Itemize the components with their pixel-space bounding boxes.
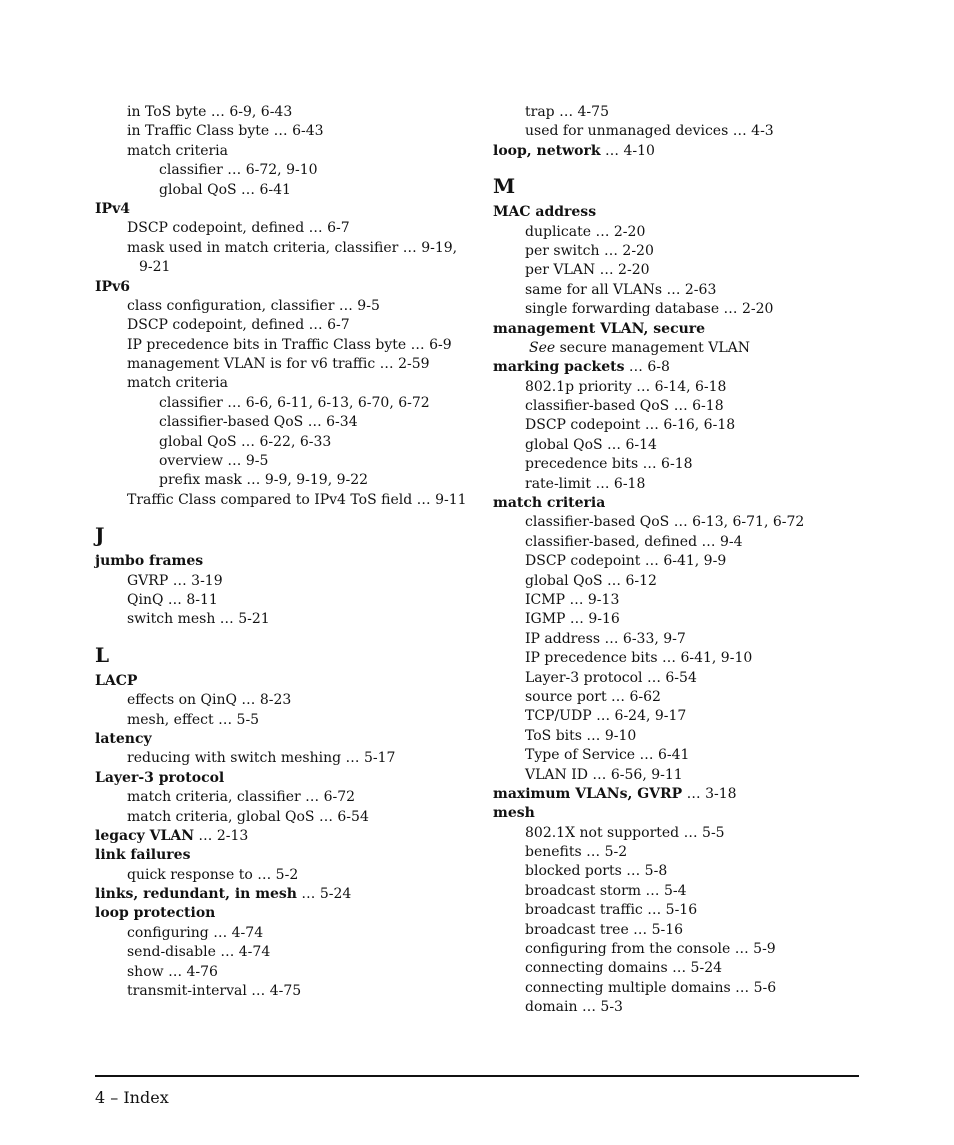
index-sub-entry — [493, 921, 863, 940]
index-term: Layer-3 protocol — [95, 769, 225, 786]
index-text: benefits … 5-2 — [525, 844, 628, 861]
index-term: IPv6 — [95, 278, 130, 295]
index-sub-entry — [493, 669, 863, 688]
index-text: classifier … 6-6, 6-11, 6-13, 6-70, 6-72 — [159, 394, 430, 411]
index-sub-entry — [95, 355, 485, 374]
index-term: management VLAN, secure — [493, 320, 706, 337]
index-text: ToS bits … 9-10 — [525, 727, 637, 744]
footer-page-label: 4 – Index — [95, 1088, 169, 1107]
index-main-entry — [493, 358, 863, 377]
index-text: source port … 6-62 — [525, 688, 661, 705]
index-term: marking packets — [493, 359, 625, 376]
index-sub-entry — [493, 649, 863, 668]
index-sub-entry — [493, 727, 863, 746]
index-text: 802.1p priority … 6-14, 6-18 — [525, 378, 727, 395]
index-sub-entry — [493, 436, 863, 455]
index-text: transmit-interval … 4-75 — [127, 983, 302, 1000]
index-main-entry — [95, 278, 485, 297]
index-sub-entry — [95, 316, 485, 335]
index-sub-entry — [95, 297, 485, 316]
index-text: global QoS … 6-41 — [159, 181, 291, 198]
index-sub-entry — [95, 181, 485, 200]
index-main-entry — [493, 494, 863, 513]
index-sub-entry — [493, 979, 863, 998]
index-text: broadcast storm … 5-4 — [525, 882, 687, 899]
index-letter-heading: M — [493, 174, 516, 199]
index-term: mesh — [493, 805, 535, 822]
index-text: global QoS … 6-14 — [525, 436, 657, 453]
index-text: prefix mask … 9-9, 9-19, 9-22 — [159, 472, 369, 489]
index-term: MAC address — [493, 204, 597, 221]
index-text: quick response to … 5-2 — [127, 866, 299, 883]
index-text: … 3-18 — [682, 785, 737, 802]
index-term: IPv4 — [95, 200, 130, 217]
index-text: configuring … 4-74 — [127, 924, 264, 941]
index-text: classifier-based QoS … 6-13, 6-71, 6-72 — [525, 514, 805, 531]
index-main-entry — [493, 804, 863, 823]
index-text: in Traffic Class byte … 6-43 — [127, 123, 324, 140]
index-text: global QoS … 6-22, 6-33 — [159, 433, 332, 450]
index-sub-entry — [95, 433, 485, 452]
index-sub-entry — [95, 161, 485, 180]
index-sub-entry — [493, 707, 863, 726]
index-sub-entry — [493, 688, 863, 707]
index-sub-entry — [493, 940, 863, 959]
index-sub-entry — [95, 591, 485, 610]
index-text: switch mesh … 5-21 — [127, 611, 270, 628]
index-sub-entry — [493, 959, 863, 978]
index-sub-entry — [95, 943, 485, 962]
index-sub-entry — [95, 924, 485, 943]
index-main-entry — [493, 320, 863, 339]
index-sub-entry — [95, 103, 485, 122]
index-term: legacy VLAN — [95, 827, 194, 844]
index-sub-entry — [95, 691, 485, 710]
index-text: GVRP … 3-19 — [127, 572, 223, 589]
index-text: … 4-10 — [600, 142, 655, 159]
index-text: class configuration, classifier … 9-5 — [127, 297, 380, 314]
index-sub-entry — [95, 374, 485, 393]
index-text: Layer-3 protocol … 6-54 — [525, 669, 697, 686]
index-text: reducing with switch meshing … 5-17 — [127, 750, 396, 767]
index-main-entry — [95, 672, 485, 691]
index-sub-entry — [493, 610, 863, 629]
index-text: secure management VLAN — [555, 339, 751, 356]
index-term: links, redundant, in mesh — [95, 886, 297, 903]
index-main-entry — [95, 827, 485, 846]
index-text: match criteria, global QoS … 6-54 — [127, 808, 369, 825]
index-sub-entry — [493, 242, 863, 261]
index-text: broadcast tree … 5-16 — [525, 921, 684, 938]
index-text: effects on QinQ … 8-23 — [127, 692, 292, 709]
index-main-entry — [95, 904, 485, 923]
index-term: match criteria — [493, 495, 606, 512]
index-sub-entry — [493, 824, 863, 843]
index-sub-entry — [493, 572, 863, 591]
index-sub-entry — [493, 223, 863, 242]
index-sub-entry — [95, 219, 485, 238]
index-sub-entry — [95, 142, 485, 161]
index-text: precedence bits … 6-18 — [525, 456, 693, 473]
index-text: classifier-based, defined … 9-4 — [525, 533, 743, 550]
index-sub-entry — [493, 300, 863, 319]
index-main-entry — [493, 785, 863, 804]
index-text: Traffic Class compared to IPv4 ToS field … 9-11 — [127, 491, 467, 508]
index-text: classifier … 6-72, 9-10 — [159, 162, 318, 179]
index-text: IGMP … 9-16 — [525, 611, 620, 628]
index-text: match criteria — [127, 142, 228, 159]
index-text: … 5-24 — [296, 886, 352, 903]
index-sub-entry — [95, 239, 485, 258]
index-text: QinQ … 8-11 — [127, 591, 218, 608]
index-main-entry — [95, 769, 485, 788]
index-sub-entry — [95, 336, 485, 355]
index-text: connecting multiple domains … 5-6 — [525, 979, 777, 996]
index-sub-entry — [95, 258, 485, 277]
index-text: global QoS … 6-12 — [525, 572, 657, 589]
index-text: … 6-8 — [624, 359, 670, 376]
index-text: configuring from the console … 5-9 — [525, 941, 776, 958]
index-sub-entry — [493, 416, 863, 435]
index-main-entry — [95, 200, 485, 219]
index-term: loop protection — [95, 905, 216, 922]
index-sub-entry — [95, 788, 485, 807]
index-text: 802.1X not supported … 5-5 — [525, 824, 725, 841]
index-sub-entry — [493, 455, 863, 474]
index-sub-entry — [95, 866, 485, 885]
index-text: show … 4-76 — [127, 963, 218, 980]
index-text: in ToS byte … 6-9, 6-43 — [127, 104, 293, 120]
index-sub-entry — [493, 475, 863, 494]
index-text: match criteria — [127, 375, 228, 392]
index-text: TCP/UDP … 6-24, 9-17 — [525, 708, 687, 725]
index-sub-entry — [493, 339, 863, 358]
index-text: match criteria, classifier … 6-72 — [127, 789, 356, 806]
index-text: overview … 9-5 — [159, 453, 269, 470]
index-sub-entry — [95, 749, 485, 768]
index-sub-entry — [493, 746, 863, 765]
index-text: duplicate … 2-20 — [525, 223, 646, 240]
footer-rule — [95, 1075, 859, 1077]
index-text: per switch … 2-20 — [525, 242, 654, 259]
index-text: domain … 5-3 — [525, 999, 623, 1016]
index-sub-entry — [95, 711, 485, 730]
index-main-entry — [95, 846, 485, 865]
index-sub-entry — [95, 394, 485, 413]
index-sub-entry — [493, 533, 863, 552]
index-text: trap … 4-75 — [525, 104, 609, 120]
index-sub-entry — [493, 591, 863, 610]
index-sub-entry — [95, 572, 485, 591]
index-text: DSCP codepoint … 6-16, 6-18 — [525, 417, 736, 434]
index-text: mesh, effect … 5-5 — [127, 711, 260, 728]
index-term: latency — [95, 730, 152, 747]
see-reference: See — [529, 339, 556, 356]
index-sub-entry — [493, 882, 863, 901]
index-text: IP precedence bits … 6-41, 9-10 — [525, 650, 753, 667]
index-main-entry — [95, 885, 485, 904]
index-sub-entry — [493, 901, 863, 920]
index-text: classifier-based QoS … 6-18 — [525, 398, 724, 415]
index-sub-entry — [95, 413, 485, 432]
index-sub-entry — [95, 808, 485, 827]
index-text: send-disable … 4-74 — [127, 944, 271, 961]
index-text: ICMP … 9-13 — [525, 591, 620, 608]
index-sub-entry — [95, 610, 485, 629]
index-text: DSCP codepoint, defined … 6-7 — [127, 317, 350, 334]
index-sub-entry — [95, 471, 485, 490]
index-sub-entry — [95, 122, 485, 141]
index-sub-entry — [95, 491, 485, 510]
index-sub-entry — [493, 378, 863, 397]
index-term: loop, network — [493, 142, 601, 159]
index-text: IP precedence bits in Traffic Class byte … 6-9 — [127, 336, 452, 353]
index-sub-entry — [493, 630, 863, 649]
index-sub-entry — [493, 281, 863, 300]
index-sub-entry — [493, 552, 863, 571]
index-text: Type of Service … 6-41 — [525, 747, 690, 764]
index-main-entry — [95, 730, 485, 749]
index-term: jumbo frames — [95, 553, 204, 570]
index-text: … 2-13 — [193, 827, 249, 844]
index-text: rate-limit … 6-18 — [525, 475, 646, 492]
index-sub-entry — [493, 862, 863, 881]
index-text: IP address … 6-33, 9-7 — [525, 630, 686, 647]
index-main-entry — [493, 203, 863, 222]
index-main-entry — [493, 142, 863, 161]
index-text: used for unmanaged devices … 4-3 — [525, 123, 774, 140]
index-sub-entry — [95, 982, 485, 1001]
index-text: connecting domains … 5-24 — [525, 960, 723, 977]
index-main-entry — [95, 552, 485, 571]
index-text: VLAN ID … 6-56, 9-11 — [525, 766, 683, 783]
index-letter-heading: L — [95, 642, 110, 667]
index-text: blocked ports … 5-8 — [525, 863, 668, 880]
index-term: link failures — [95, 847, 191, 864]
index-column-right — [493, 103, 863, 1018]
index-sub-entry — [493, 397, 863, 416]
index-column-left — [95, 103, 485, 1001]
index-sub-entry — [493, 122, 863, 141]
index-sub-entry — [493, 261, 863, 280]
index-text: same for all VLANs … 2-63 — [525, 281, 717, 298]
index-sub-entry — [95, 452, 485, 471]
index-text: DSCP codepoint … 6-41, 9-9 — [525, 553, 727, 570]
index-text: mask used in match criteria, classifier … 9-19, — [127, 239, 458, 256]
index-term: LACP — [95, 672, 138, 689]
index-letter-heading: J — [95, 523, 105, 548]
index-sub-entry — [493, 513, 863, 532]
index-sub-entry — [95, 963, 485, 982]
index-text: classifier-based QoS … 6-34 — [159, 414, 358, 431]
index-sub-entry — [493, 103, 863, 122]
index-term: maximum VLANs, GVRP — [493, 785, 683, 802]
index-sub-entry — [493, 843, 863, 862]
index-sub-entry — [493, 998, 863, 1017]
index-text: single forwarding database … 2-20 — [525, 301, 774, 318]
index-text: broadcast traffic … 5-16 — [525, 902, 698, 919]
index-text: DSCP codepoint, defined … 6-7 — [127, 220, 350, 237]
index-text: management VLAN is for v6 traffic … 2-59 — [127, 356, 430, 373]
index-sub-entry — [493, 766, 863, 785]
index-text: per VLAN … 2-20 — [525, 262, 650, 279]
index-text: 9-21 — [139, 259, 171, 276]
